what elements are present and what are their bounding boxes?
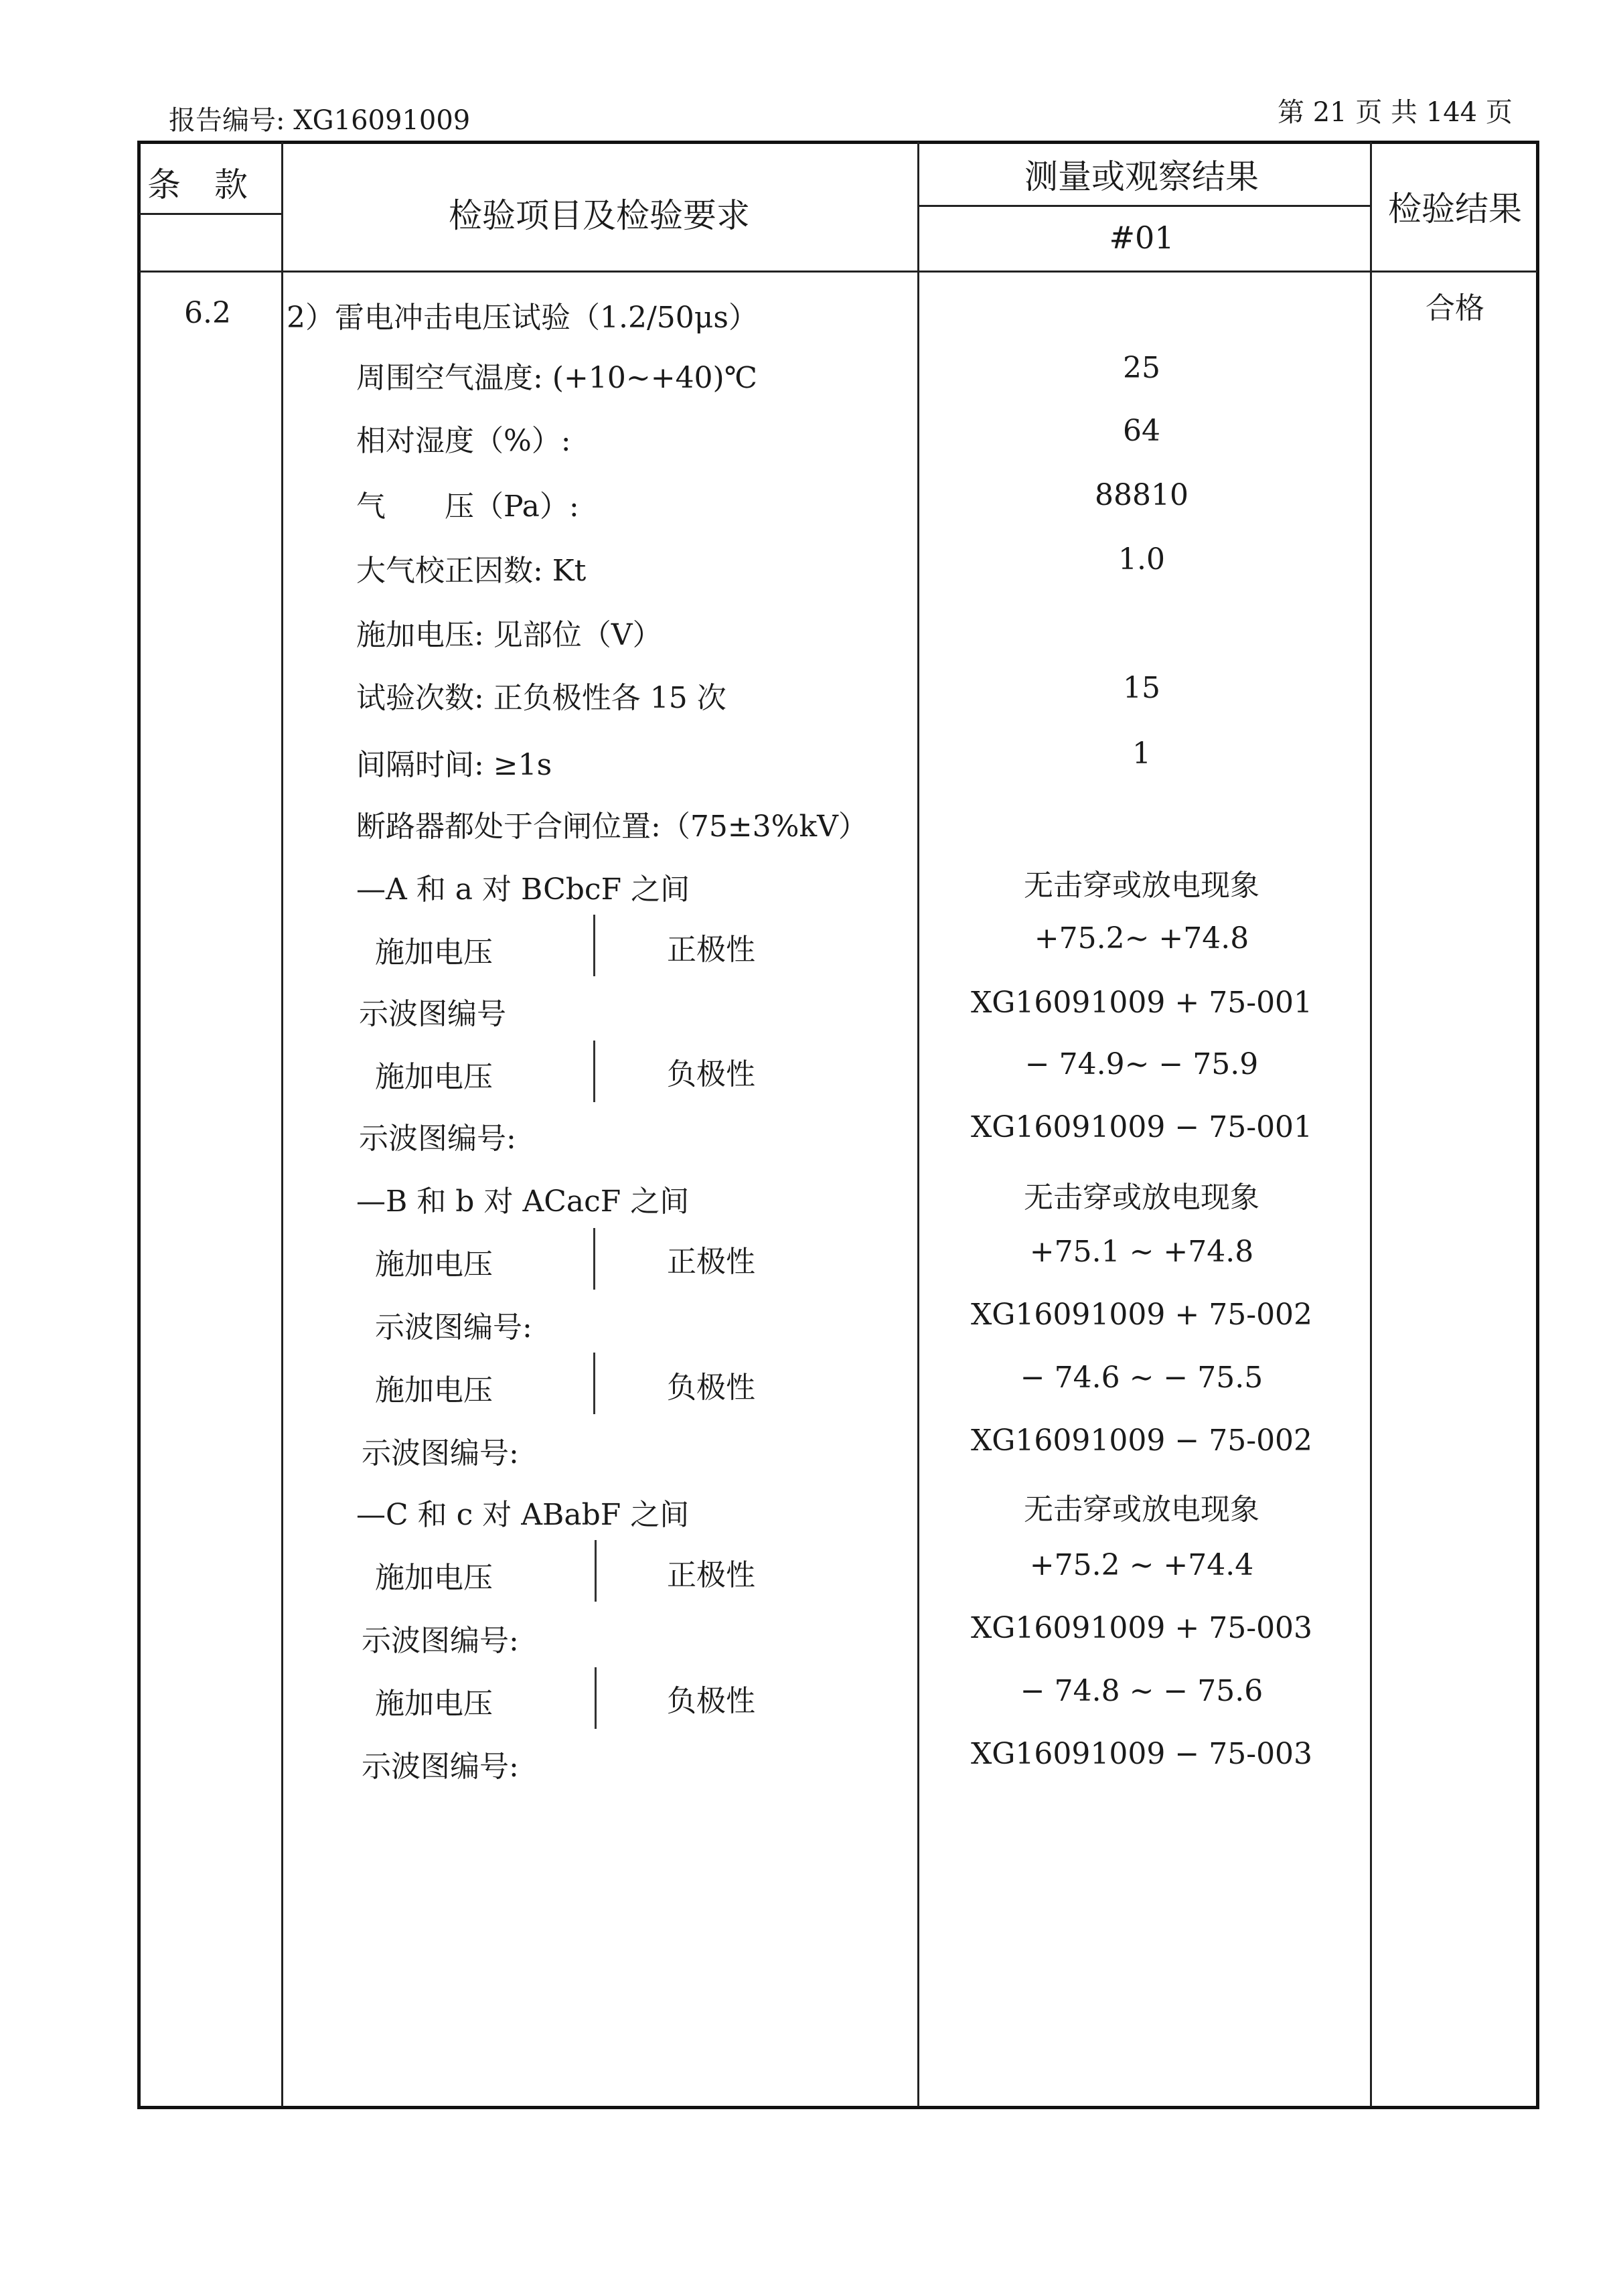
row-value: +75.2 ~ +74.4 <box>1029 1548 1254 1582</box>
row-item: 示波图编号: <box>362 1436 519 1470</box>
row-value: 88810 <box>1095 478 1188 512</box>
measure-header: 测量或观察结果 <box>1024 157 1259 196</box>
row-item: 试验次数: 正负极性各 15 次 <box>356 681 726 715</box>
row-value: − 74.9~ − 75.9 <box>1024 1047 1259 1081</box>
col-divider-3 <box>1370 142 1372 2107</box>
row-value: − 74.8 ~ − 75.6 <box>1020 1674 1263 1708</box>
measure-header-line <box>917 205 1370 207</box>
row-polarity: 负极性 <box>667 1684 755 1718</box>
row-item: —B 和 b 对 ACacF 之间 <box>356 1184 690 1219</box>
col-divider-1 <box>281 142 283 2107</box>
row-item: 断路器都处于合闸位置:（75±3%kV） <box>356 810 868 844</box>
row-polarity: 负极性 <box>667 1371 755 1405</box>
column-separator <box>593 1041 595 1102</box>
row-polarity: 正极性 <box>667 1245 755 1279</box>
column-separator <box>593 915 595 976</box>
row-polarity: 正极性 <box>667 1558 755 1592</box>
row-value: − 74.6 ~ − 75.5 <box>1020 1361 1263 1395</box>
column-separator <box>593 1228 595 1290</box>
row-value: XG16091009 − 75-002 <box>970 1424 1313 1458</box>
row-value: 无击穿或放电现象 <box>1024 868 1259 903</box>
column-separator <box>593 1353 595 1414</box>
col-divider-2 <box>917 142 919 2107</box>
row-item: 施加电压 <box>375 1247 493 1282</box>
column-separator <box>595 1540 597 1602</box>
row-item: 示波图编号: <box>362 1624 519 1658</box>
inspection-result: 合格 <box>1426 291 1484 325</box>
row-item: 示波图编号: <box>359 1122 516 1156</box>
clause-header: 条 款 <box>147 165 248 204</box>
row-item: 示波图编号 <box>359 997 506 1031</box>
row-value: 25 <box>1123 351 1160 385</box>
row-item: 示波图编号: <box>362 1750 519 1784</box>
row-item: 气 压（Pa）: <box>356 489 579 524</box>
inspection-table <box>137 141 1539 2109</box>
row-item: 大气校正因数: Kt <box>356 554 587 588</box>
row-value: XG16091009 + 75-003 <box>970 1611 1313 1645</box>
row-value: 1 <box>1132 737 1151 771</box>
row-polarity: 正极性 <box>667 933 755 967</box>
row-value: 64 <box>1123 414 1160 448</box>
row-item: —C 和 c 对 ABabF 之间 <box>356 1498 690 1532</box>
row-item: 施加电压 <box>375 1060 493 1094</box>
row-value: 无击穿或放电现象 <box>1024 1493 1259 1527</box>
row-value: +75.2~ +74.8 <box>1034 921 1249 955</box>
row-value: 1.0 <box>1118 542 1165 577</box>
row-value: +75.1 ~ +74.8 <box>1029 1235 1254 1269</box>
row-item: 施加电压 <box>375 1561 493 1595</box>
row-value: XG16091009 + 75-001 <box>970 986 1313 1020</box>
item-header: 检验项目及检验要求 <box>449 196 750 235</box>
row-item: 施加电压 <box>375 935 493 970</box>
report-number: 报告编号: XG16091009 <box>169 105 471 136</box>
row-item: 间隔时间: ≥1s <box>356 748 552 782</box>
row-item: 示波图编号: <box>375 1310 532 1345</box>
row-value: XG16091009 − 75-003 <box>970 1737 1313 1771</box>
row-item: —A 和 a 对 BCbcF 之间 <box>356 872 690 907</box>
clause-header-line <box>139 213 281 215</box>
row-value: XG16091009 + 75-002 <box>970 1298 1313 1332</box>
row-polarity: 负极性 <box>667 1057 755 1091</box>
row-item: 施加电压 <box>375 1373 493 1407</box>
row-value: 无击穿或放电现象 <box>1024 1180 1259 1215</box>
sample-header: #01 <box>1109 220 1174 256</box>
row-value: XG16091009 − 75-001 <box>970 1110 1313 1144</box>
column-separator <box>595 1667 597 1729</box>
row-item: 施加电压 <box>375 1687 493 1721</box>
page-number: 第 21 页 共 144 页 <box>1278 97 1513 128</box>
result-header: 检验结果 <box>1388 189 1522 228</box>
row-value: 15 <box>1123 671 1160 705</box>
row-item: 施加电压: 见部位（V） <box>356 618 662 652</box>
row-item: 相对湿度（%）: <box>356 424 571 458</box>
row-item: 2）雷电冲击电压试验（1.2/50μs） <box>287 301 758 335</box>
row-item: 周围空气温度: (+10~+40)℃ <box>356 361 757 395</box>
clause-number: 6.2 <box>184 296 231 330</box>
header-bottom-line <box>139 271 1537 273</box>
